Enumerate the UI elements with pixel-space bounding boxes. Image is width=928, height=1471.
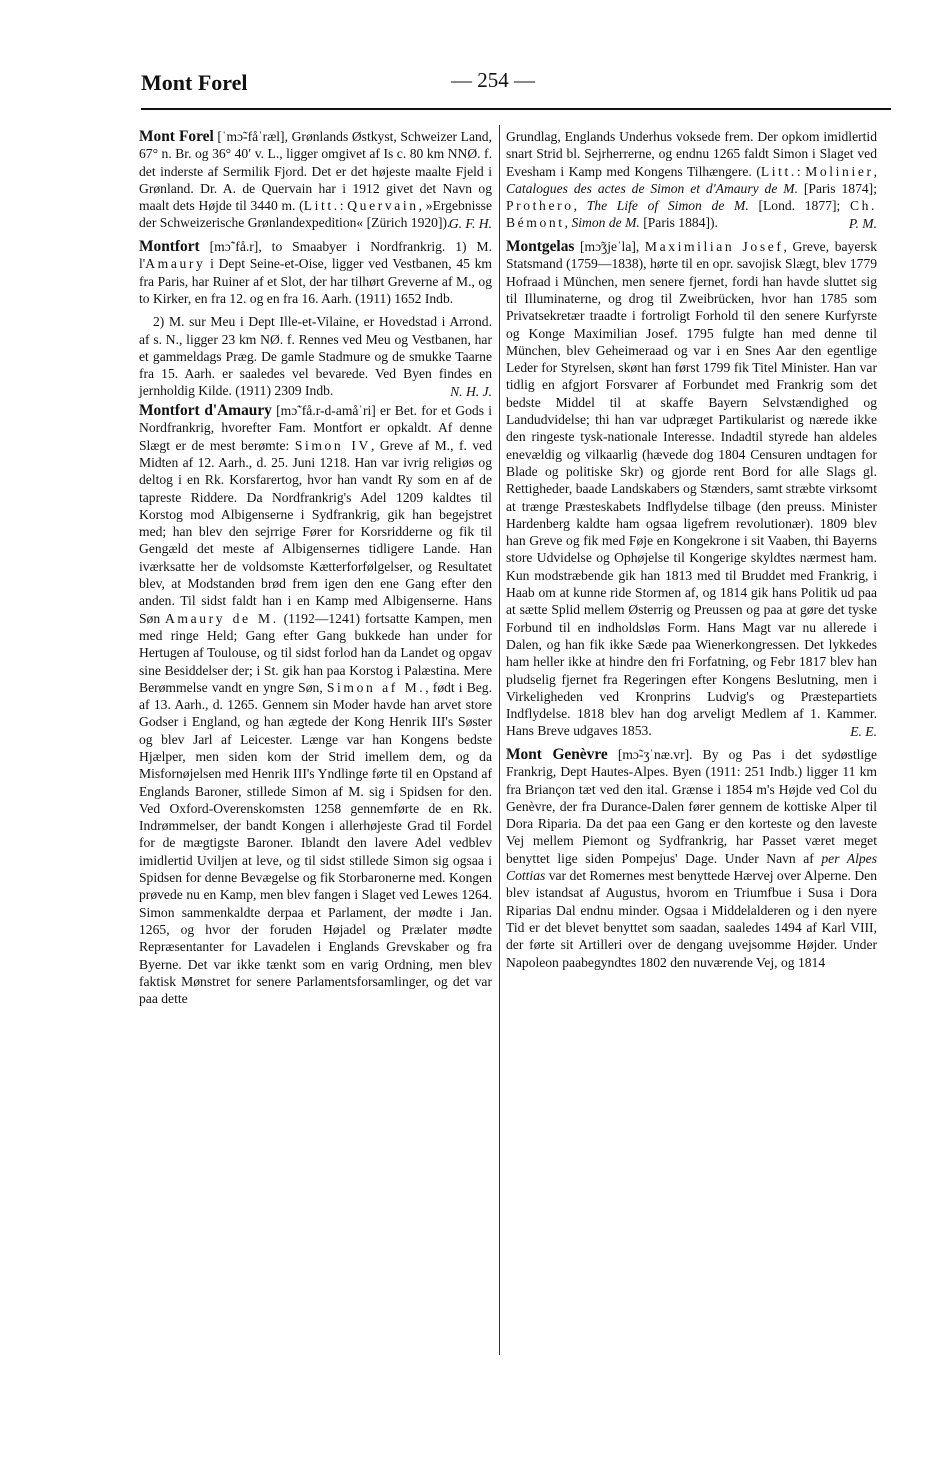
author-name: Prothero: [506, 198, 574, 214]
entry-text: , »Ergebnisse der Schweizerische Grønlandexpedition« [Zürich 1920]).: [139, 198, 492, 231]
author-name: Quervain: [347, 198, 419, 214]
author-name: Ch. Bémont: [506, 198, 877, 231]
spaced-name: sur Meu: [189, 314, 236, 330]
spaced-name: Amaury: [145, 256, 206, 272]
entry-montfort: [139, 238, 492, 307]
entry-text: ,: [873, 163, 877, 179]
entry-text: , to Smaabyer i Nordfrankrig. 1) M. l': [139, 239, 493, 272]
headword: Montfort: [139, 238, 200, 256]
entry-text: (1192—1241) fortsatte Kampen, men med ringe Held; Gang efter Gang bukkede han under for Hertugen af Toulouse, og til sidst forlod han da Landet og opgav sine Besiddelser der; i St. gik han paa Korstog i Palæstina. Mere Berømmelse vandt en yngre Søn,: [139, 610, 492, 695]
entry-text: er Bet. for et Gods i Nordfrankrig, hvorefter Fam. Montfort er opkaldt. Af denne Slægt er de mest berømte:: [139, 403, 492, 453]
spaced-name: Maximilian Josef: [644, 239, 784, 255]
pronunciation: [mɔ̃ʒjeˈla]: [580, 239, 636, 255]
entry-text: ,: [573, 198, 587, 214]
right-column: [506, 128, 877, 977]
left-column: [139, 128, 492, 1013]
entry-text: [Paris 1884]).: [639, 215, 718, 231]
headword: Montfort d'Amaury: [139, 402, 272, 420]
entry-montfort-damaury: [139, 402, 492, 1007]
headword: Mont Forel: [139, 128, 214, 145]
book-title: Catalogues des actes de Simon et d'Amaury de M.: [506, 180, 798, 196]
pronunciation: [ˈmɔ̃-fåˈræl]: [217, 129, 285, 144]
pronunciation: [mɔ̃-ʒˈnæ.vr]: [617, 746, 690, 762]
entry-text: Grundlag, Englands Underhus voksede frem. Der opkom imidlertid snart Strid bl. Sejrherrerne, og endnu 1265 faldt Simon i Slaget ved Evesham i Kamp med Kongens Tilhængere. (: [506, 129, 877, 179]
column-divider: [499, 125, 500, 1355]
entry-montgelas: [506, 238, 877, 740]
entry-mont-forel: [139, 128, 492, 232]
entry-text: ,: [564, 215, 572, 231]
author-signature: P. M.: [848, 215, 877, 231]
pronunciation: [mɔ̃ˈfå.r-d-amåˈri]: [276, 403, 376, 419]
entry-mont-genevre: [506, 746, 877, 971]
spaced-name: Amaury de M.: [165, 610, 279, 626]
entry-text: var det Romernes mest benyttede Hærvej over Alperne. Den blev istandsat af Augustus, hvorom en Triumfbue i Susa i Dora Riparias Dal endnu minder. Ogsaa i Middelalderen og i den nyere Tid er det blevet benyttet som saadan, saaledes 1494 af Karl VIII, der førte sit Artilleri over de dengang uvejsomme Højder. Under Napoleon paabegyndtes 1802 den nuværende Vej, og 1814: [506, 868, 877, 970]
author-signature: E. E.: [850, 723, 877, 739]
pronunciation: [mɔ̃ˈfå.r]: [209, 239, 259, 255]
author-signature: N. H. J.: [450, 383, 492, 399]
entry-text: :: [796, 163, 806, 179]
litt-label: Litt.: [760, 163, 797, 179]
litt-label: Litt.: [303, 198, 340, 214]
italic-phrase: per Alpes Cottias: [506, 850, 877, 884]
entry-continuation: [506, 128, 877, 232]
entry-text: . By og Pas i det sydøstlige Frankrig, Dept Hautes-Alpes. Byen (1911: 251 Indb.) ligger 11 km fra Briançon tæt ved den ital. Grænse i 1854 m's Højde ved Col du Genèvre, der fra Durance-Dalen fører gennem de kottiske Alper til Dora Riparia. Da det paa een Gang er den korteste og den laveste Vej mellem Piemont og Sydfrankrig, har Passet været meget benyttet lige siden Pompejus' Dage. Under Navn af: [506, 746, 877, 866]
header-rule: [141, 108, 891, 110]
entry-text: i Dept Ille-et-Vilaine, er Hovedstad i Arrond. af s. N., ligger 23 km NØ. f. Rennes ved Meu og Vestbanen, har et gammeldags Præg. De gamle Stadmure og de smukke Taarne fra 15. Aarh. er saaledes vel bevarede. Ved Byen findes en jernholdig Kilde. (1911) 2309 Indb.: [139, 314, 492, 399]
entry-text: ,: [635, 239, 645, 255]
entry-text: :: [339, 198, 348, 214]
headword: Montgelas: [506, 238, 575, 256]
book-title: The Life of Simon de M.: [586, 198, 749, 214]
entry-text: [Lond. 1877];: [748, 198, 850, 214]
entry-text: [Paris 1874];: [798, 180, 877, 196]
entry-text: , Greve af M., f. ved Midten af 12. Aarh., d. 25. Juni 1218. Han var ivrig religiøs og deltog i en Rk. Korsfarertog, hvor han vandt Ry som en af de tapreste Riddere. Da Nordfrankrig's Adel 1209 kaldtes til Korstog mod Albigenserne i Sydfrankrig, gik han begejstret med; han blev den sejrrige Fører for Korsridderne og fik til Gengæld det meste af Albigensernes tidligere Lande. Han iværksatte her de voldsomste Kætterforfølgelser, og Resultatet blev, at Modstanden brød frem igen den ene Gang efter den anden. Til sidst faldt han i en Kamp med Albigenserne. Hans Søn: [139, 437, 492, 626]
page-header: [141, 66, 891, 106]
entry-text: , født i Beg. af 13. Aarh., d. 1265. Gennem sin Moder havde han arvet store Godser i England, og han ægtede der Kong Henrik III's Søster og blev Jarl af Leicester. Længe var han Kongens bedste Hjælper, men siden kom der Strid imellem dem, og da Misfornøjelsen med Henrik III's Yndlinge førte til en Opstand af Englands Baroner, stillede Simon af M. sig i Spidsen for den. Ved Oxford-Overenskomsten 1258 gennemførte de en Rk. Indrømmelser, der bandt Kongen i allerhøjeste Grad til Fordel for de mægtigste Baroner. Iblandt den lavere Adel vedblev imidlertid Uviljen at leve, og til sidst stillede Simon sig ogsaa i Spidsen for denne Bevægelse og fik Storbaronerne med. Kongen prøvede nu en Kamp, men blev fangen i Slaget ved Lewes 1264. Simon sammenkaldte derpaa et Parlament, der mødte i Jan. 1265, og hvor der foruden Højadel og Prælater mødte Repræsentanter for Lavadelen i Englands Grevskaber og fra Byerne. Det var ikke tænkt som en varig Ordning, men blev faktisk Mønstret for senere Parlamentsforsamlinger, og det var paa dette: [139, 679, 492, 1007]
entry-text: 2) M.: [153, 314, 190, 330]
entry-text: i Dept Seine-et-Oise, ligger ved Vestbanen, 45 km fra Paris, har Ruiner af et Slot, der har tilhørt Greverne af M., og to Kirker, en fra 12. og en fra 16. Aarh. (1911) 1652 Indb.: [139, 256, 492, 306]
spaced-name: Simon af M.: [326, 679, 426, 695]
entry-text: , Greve, bayersk Statsmand (1759—1838), hørte til en opr. savojisk Slægt, blev 1779 Hofraad i München, men senere fjernet, fordi han havde sluttet sig til Illuminaterne, og drog til Zweibrücken, hvor han 1785 som Privatsekretær traadte i fortroligt Forhold til den senere Kurfyrste og Konge Maximilian Josef. 1795 fulgte han med denne til München, blev Geheimeraad og var i en Snes Aar den egentlige Leder for Styrelsen, skønt han først 1799 fik Titel Minister. Han var tidlig en afgjort Forsvarer af Forbundet med Frankrig som det bedste Middel til at skaffe Bayern Selvstændighed og Landudvidelse; thi han var udpræget Partikularist og nærede ikke den ringeste tysk-nationale Interesse. Indadtil styrede han aldeles enevældig og vilkaarlig (hævede dog 1804 Censuren undtagen for Blade og politiske Skr) og gjorde rent Bord for alle Slags gl. Rettigheder, baade Landskabers og Stænders, samt stræbte virksomt at trænge Præsteskabets Indflydelse tilbage (den preuss. Minister Hardenberg kaldte ham ogsaa ligefrem revolutionær). 1809 blev han Greve og fik med Føje en Kongekrone i sit Vaaben, thi Bayerns store Udvidelse og Ophøjelse til Kongerige skyldtes nærmest ham. Kun modstræbende gik han 1813 med til Bruddet med Frankrig, i Haab om at kunne ride Stormen af, og 1814 gik hans Politik ud paa at sætte Splid mellem Østerrig og Preussen og paa at gøre det tyske Forbund til en indholdsløs Form. Hans Magt var nu allerede i Dalen, og han fik ikke Sæde paa Wienerkongressen. Det lykkedes ham heller ikke at hindre den fri Forfatning, og Febr 1817 blev han pludselig fjernet fra Regeringen efter Kongens Beslutning, men i Virkeligheden ved Kronprins Ludvig's og Præstepartiets Indflydelse. 1818 blev han dog arveligt Medlem af 1. Kammer. Hans Breve udgaves 1853.: [506, 239, 877, 739]
author-signature: G. F. H.: [448, 215, 492, 231]
book-title: Simon de M.: [571, 215, 640, 231]
author-name: Molinier: [805, 163, 874, 179]
page-number: — 254 —: [451, 68, 535, 92]
headword: Mont Genèvre: [506, 745, 608, 763]
entry-text: , Grønlands Østkyst, Schweizer Land, 67° n. Br. og 36° 40′ v. L., ligger omgivet af Is c. 80 km NNØ. f. det inderste af Sermilik Fjord. Det er det højeste maalte Fjeld i Grønland. Dr. A. de Quervain har i 1912 givet det Navn og maalt dets Højde til 3440 m. (: [139, 129, 493, 214]
running-head: Mont Forel: [141, 70, 248, 95]
spaced-name: Simon IV: [294, 437, 371, 453]
entry-paragraph: [139, 313, 492, 400]
